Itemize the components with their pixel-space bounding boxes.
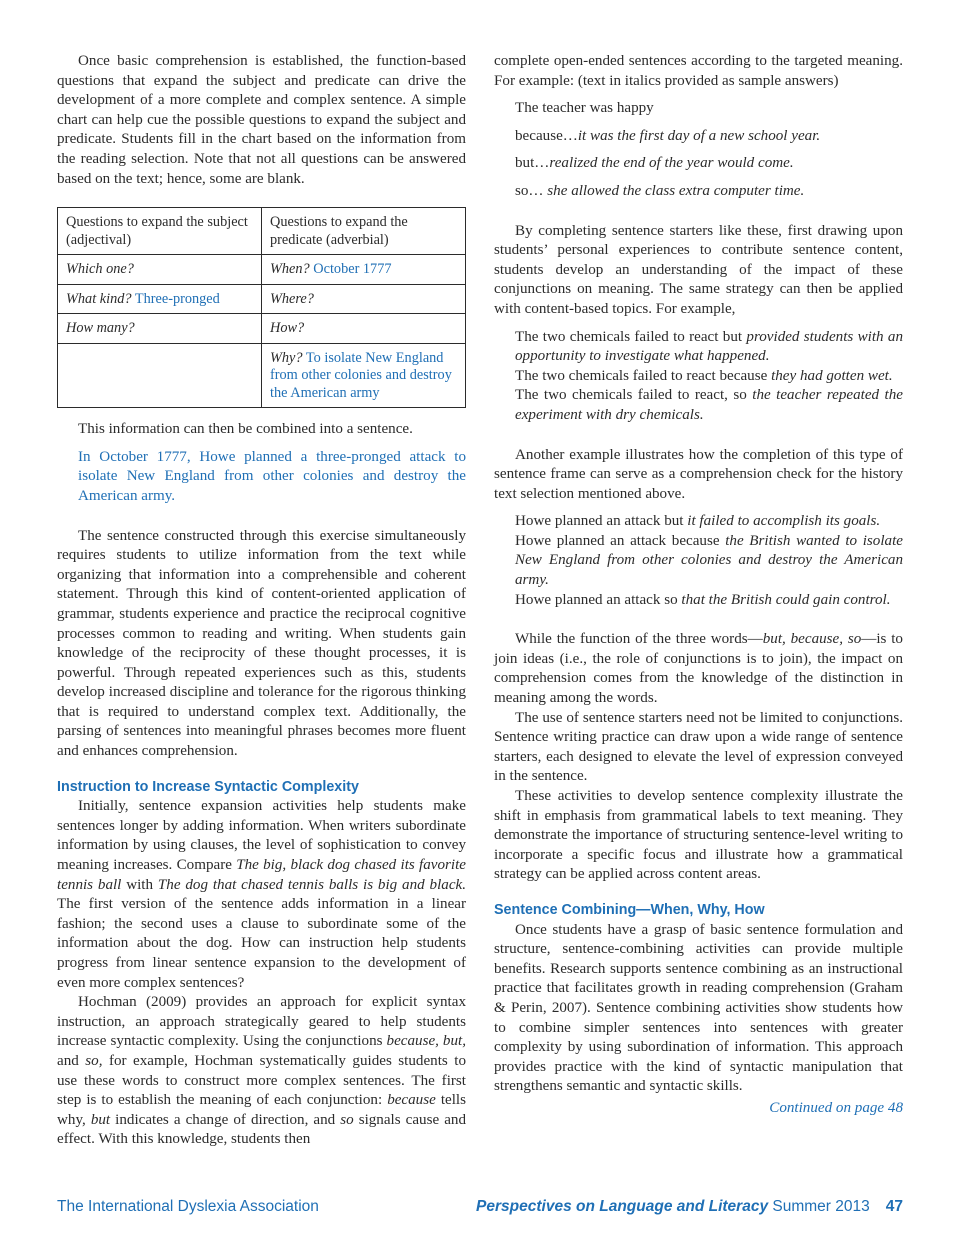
table-cell: Why? To isolate New England from other colonies and destroy the American army <box>262 343 466 408</box>
table-cell: Where? <box>262 284 466 314</box>
intro-paragraph: Once basic comprehension is established, the function-based questions that expand the subject and predicate can drive the development of a more complete and complex sentence. A simple chart can help cue the possible questions to expand the subject and predicate. Students fill in the chart based on the information from the reading selection. Note that not all questions can be answered based on the text; hence, some are blank. <box>57 53 466 187</box>
combine-intro: This information can then be combined into a sentence. <box>78 421 413 438</box>
organization-name: The International Dyslexia Association <box>57 1198 319 1215</box>
example-line: The teacher was happy <box>515 100 654 117</box>
continued-note: Continued on page 48 <box>769 1099 903 1116</box>
table-row <box>58 343 466 408</box>
table-cell: Which one? <box>58 255 262 285</box>
publication-title: Perspectives on Language and Literacy <box>476 1198 769 1215</box>
example-sentence: The two chemicals failed to react, so the teacher repeated the experiment with dry chemicals. <box>515 387 903 423</box>
paragraph: complete open-ended sentences according to the targeted meaning. For example: (text in italics provided as sample answers) <box>494 53 903 89</box>
table-row <box>58 314 466 344</box>
example-sentence: The two chemicals failed to react but provided students with an opportunity to investigate what happened. <box>515 328 904 365</box>
paragraph: Hochman (2009) provides an approach for explicit syntax instruction, an approach strategically geared to help students increase syntactic complexity. Using the conjunctions because, but, and so, for example, Hochman systematically guides students to use these words to construct more complex sentences. The first step is to establish the meaning of each conjunction: because tells why, but indicates a change of direction, and so signals cause and effect. With this knowledge, students then <box>57 994 466 1148</box>
issue-date: Summer 2013 <box>772 1198 870 1215</box>
table-row <box>58 255 466 285</box>
paragraph: The sentence constructed through this exercise simultaneously requires students to utilize information from the text while organizing that information into a comprehensible and coherent statement. Through this kind of content-oriented application of grammar, students experience and practice the reciprocal cognitive processes common to reading and writing. When students gain knowledge of the reciprocity of these thought processes, it is powerful. Through repeated experiences such as this, students develop increased discipline and tolerance for the rigorous thinking that is required to understand complex text. Additionally, the parsing of sentences into meaningful phrases becomes more fluent and enhances comprehension. <box>57 527 466 760</box>
paragraph: Once students have a grasp of basic sentence formulation and structure, sentence-combining activities can provide multiple benefits. Research supports sentence combining as an instructional practice that facilitates growth in reading comprehension (Graham & Perin, 2007). Sentence combining activities show students how to combine simpler sentences into sentences with greater complexity by using subordination of information. This approach provides practice with the kind of syntactic manipulation that strengthens semantic and syntactic skills. <box>494 921 903 1095</box>
paragraph: Another example illustrates how the completion of this type of sentence frame can serve as a comprehension check for the history text selection mentioned above. <box>494 446 903 502</box>
header-subject: Questions to expand the subject (adjectival) <box>58 208 262 255</box>
expansion-chart <box>57 207 466 408</box>
table-cell: When? October 1777 <box>262 255 466 285</box>
page-number: 47 <box>885 1198 903 1215</box>
section-heading: Sentence Combining—When, Why, How <box>494 901 765 918</box>
header-predicate: Questions to expand the predicate (adverbial) <box>262 208 466 255</box>
section-heading: Instruction to Increase Syntactic Complexity <box>57 778 359 795</box>
table-cell: How? <box>262 314 466 344</box>
table-header-row <box>58 208 466 255</box>
table-cell <box>58 343 262 408</box>
combined-sentence: In October 1777, Howe planned a three-pronged attack to isolate New England from other colonies and destroy the American army. <box>78 448 466 504</box>
table-cell: What kind? Three-pronged <box>58 284 262 314</box>
paragraph: These activities to develop sentence complexity illustrate the shift in emphasis from grammatical labels to text meaning. They demonstrate the importance of structuring sentence-level writing to incorporate a specific focus and illustrate how a grammatical strategy can be applied across content areas. <box>494 788 903 883</box>
paragraph: While the function of the three words—but, because, so—is to join ideas (i.e., the role of conjunctions is to join), the impact on comprehension comes from the knowledge of the distinction in meaning among the words. <box>494 631 903 707</box>
paragraph: Initially, sentence expansion activities help students make sentences longer by adding information. When writers subordinate information by using clauses, the level of sophistication to convey meaning increases. Compare The big, black dog chased its favorite tennis ball with The dog that chased tennis balls is big and black. The first version of the sentence adds information in a linear fashion; the second uses a clause to subordinate some of the information about the dog. How can instruction help students progress from linear sentence expansion to the development of even more complex sentences? <box>57 798 466 991</box>
example-sentence: Howe planned an attack so that the British could gain control. <box>515 591 891 608</box>
example-sentence: Howe planned an attack but it failed to accomplish its goals. <box>515 513 881 530</box>
table-cell: How many? <box>58 314 262 344</box>
right-column <box>494 52 903 1119</box>
paragraph: The use of sentence starters need not be limited to conjunctions. Sentence writing practice can draw upon a wide range of sentence starters, each designed to elevate the level of expression conveyed in the sentence. <box>494 709 903 785</box>
paragraph: By completing sentence starters like these, first drawing upon students’ personal experiences to contribute sentence content, students develop an understanding of the impact of these conjunctions on meaning. The same strategy can then be applied with content-based topics. For example, <box>494 222 903 317</box>
page-footer <box>57 1198 903 1220</box>
publication-info <box>476 1198 903 1216</box>
example-line: so… she allowed the class extra computer time. <box>515 182 805 199</box>
example-line: but…realized the end of the year would come. <box>515 155 794 172</box>
example-sentence: The two chemicals failed to react because they had gotten wet. <box>515 367 893 384</box>
table-row <box>58 284 466 314</box>
example-sentence: Howe planned an attack because the British wanted to isolate New England from other colonies and destroy the American army. <box>515 532 903 589</box>
example-line: because…it was the first day of a new school year. <box>515 127 821 144</box>
left-column <box>57 52 466 1150</box>
